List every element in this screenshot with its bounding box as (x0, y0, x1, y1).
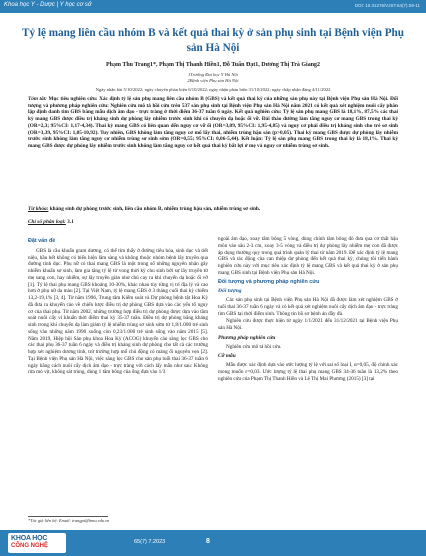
classification-label: Chỉ số phân loại: (28, 219, 66, 225)
corresponding-author-footnote: *Tác giả liên hệ: Email: trangpt@hmu.edu.vn (28, 518, 110, 523)
submission-dates: Ngày nhận bài 5/10/2022; ngày chuyển phản biện 6/10/2022; ngày nhận phản biện 31/10/2022; ngày chấp nhận đăng 4/11/2022 (95, 87, 331, 92)
footnote-divider (28, 516, 108, 517)
article-title: Tỷ lệ mang liên cầu nhóm B và kết quả thai kỳ ở sản phụ sinh tại Bệnh viện Phụ sản Hà Nội (21, 27, 404, 54)
classification-value: 3.1 (65, 219, 74, 225)
doi-label: DOI: 10.31276/VJST.64(7).08-11 (354, 3, 420, 8)
affiliation-1: 1Trường Đại học Y Hà Nội (187, 72, 238, 77)
sample-size-paragraph: Mẫu được xác định dựa vào ước lượng tỷ lệ với sai số loại I, α=0,05, độ chính xác mong muốn ε=0,03. Ước lượng tỷ lệ thai phụ mang GBS 34-36 tuần là 13,2% theo nghiên cứu của Phạm Thị Thanh Hiền và Lê Thị Mai Phương (2015) [3] tại (218, 362, 398, 382)
journal-footer-bar (0, 530, 426, 556)
methods-heading: Đối tượng và phương pháp nghiên cứu (218, 278, 320, 285)
abstract (28, 96, 398, 150)
logo-text-top: KHOA HỌC (11, 535, 48, 542)
journal-header-bar (0, 0, 426, 13)
page-number: 8 (206, 538, 210, 545)
study-design-paragraph: Nghiên cứu mô tả hồi cứu. (226, 343, 282, 350)
journal-logo (8, 533, 66, 553)
right-column (218, 236, 398, 383)
issue-label: 65(7) 7.2023 (134, 539, 166, 545)
author-list: Phạm Thu Trang1*, Phạm Thị Thanh Hiền1, Đỗ Tuấn Đạt1, Dương Thị Trà Giang2 (105, 62, 321, 68)
abstract-label: Tóm tắt: (28, 96, 47, 102)
logo-text-bottom: CÔNG NGHỆ (11, 543, 49, 549)
keywords-label: Từ khóa: (28, 206, 49, 212)
affiliation-2: 2Bệnh viện Phụ sản Hà Nội (187, 78, 239, 83)
methods-subheading: Phương pháp nghiên cứu (218, 334, 276, 341)
left-column (28, 236, 208, 377)
subjects-subheading: Đối tượng (218, 288, 242, 295)
introduction-heading: Đặt vấn đề (28, 238, 56, 244)
study-period-paragraph: Nghiên cứu được thực hiện từ ngày 1/1/2021 đến 31/12/2021 tại Bệnh viện Phụ sản Hà Nội. (218, 318, 398, 331)
abstract-text: Mục tiêu nghiên cứu: Xác định tỷ lệ sản phụ mang liên cầu nhóm B (GBS) và kết quả thai kỳ của những sản phụ này tại Bệnh viện Phụ sản Hà Nội. Đối tượng và phương pháp nghiên cứu: Nghiên cứu mô tả hồi cứu trên 537 sản phụ sinh tại Bệnh viện Phụ sản Hà Nội năm 2021 có kết quả xét nghiệm nuôi cấy phân lập định danh tìm GBS bằng mẫu dịch âm đạo - trực tràng ở thời điểm 36-37 tuần 6 ngày. Kết quả nghiên cứu: Tỷ lệ sản phụ mang GBS là 18,1%, 87,5% các thai kỳ mang GBS được điều trị kháng sinh dự phòng lây nhiễm trước sinh khi có chuyển dạ hoặc ối vỡ. Đái tháo đường làm tăng nguy cơ mang GBS trong thai kỳ (OR=2,3; 95%CI: 1,17-4,34). Thai kỳ mang GBS có liên quan đến nguy cơ vỡ ối (OR=3,09, 95%CI: 1,95-4,85) và nguy cơ phải điều trị kháng sinh cho trẻ sơ sinh (OR=3,39, 95%CI: 1,05-10,92). Tuy nhiên, GBS không làm tăng nguy cơ mổ lấy thai, nhiễm trùng hậu sản (p>0,05). Thai kỳ mang GBS được dự phòng lây nhiễm trước sinh không làm tăng nguy cơ nhiễm trùng sơ sinh sớm (OR=0,55; 95%CI: 0,06-5,44). Kết luận: Tỷ lệ sản phụ mang GBS trong thai kỳ là 18,1%. Thai kỳ mang GBS được dự phòng lây nhiễm trước sinh không làm tăng nguy cơ kết quả thai kỳ bất lợi ở mẹ và nguy cơ nhiễm trùng sơ sinh. (28, 96, 399, 149)
introduction-continued: ngoài âm đạo, xoay tăm bông 5 vòng, dùng chính tăm bông đó đưa qua cơ thắt hậu môn vào sâu 2-3 cm, xoay 3-5 vòng và điều trị dự phòng lây nhiễm mẹ con đã được áp dụng thường quy trong quá trình quản lý thai từ năm 2019. Để xác định tỷ lệ mang GBS và tác động của can thiệp dự phòng đến kết quả thai kỳ, chúng tôi tiến hành nghiên cứu này với mục tiêu xác định tỷ lệ mang GBS và kết quả thai kỳ ở sản phụ mang GBS sinh tại Bệnh viện Phụ sản Hà Nội. (218, 236, 398, 276)
keywords-text: kháng sinh dự phòng trước sinh, liên cầu nhóm B, nhiễm trùng hậu sản, nhiễm trùng sơ sinh. (48, 206, 261, 212)
introduction-paragraph: GBS là cầu khuẩn gram dương, có thể tìm thấy ở đường tiêu hóa, sinh dục và tiết niệu, hầu hết không có biểu hiện lâm sàng và không thuộc nhóm bệnh lây truyền qua đường tình dục. Phụ nữ có thai mang GBS là một trong số những nguyên nhân gây nhiễm khuẩn sơ sinh, làm gia tăng tỷ lệ tử vong thời kỳ chu sinh bởi sự lây truyền từ mẹ sang con, hay nhiễm, sự lây truyền gián như chủ cay ra khi chuyển dạ hoặc ối vỡ [1]. Tỷ lệ thai phụ mang GBS khoảng 10-30%, khác nhau tùy từng vị trí địa lý và cao hơn ở phụ nữ da màu [2]. Tại Việt Nam, tỷ lệ mang GBS ở 3 tháng cuối thai kỳ chiếm 13,2-19,1% [3, 4]. Từ năm 1996, Trung tâm Kiểm soát và Dự phòng bệnh tật Hoa Kỳ đã đưa ra khuyến cáo về chiến lược điều trị dự phòng GBS dựa vào các yếu tố nguy cơ của thai phụ. Từ năm 2002, những trường hợp điều trị dự phòng được dựa vào tầm soát nuôi cấy vi khuẩn thời điểm thai kỳ 35-37 tuần. Điều trị dự phòng bằng kháng sinh trong khi chuyển dạ làm giảm tỷ lệ nhiễm trùng sơ sinh sớm từ 1,8/1.000 trẻ sinh sống vào những năm 1990 xuống còn 0,23/1.000 trẻ sinh sống vào năm 2015 [5]. Năm 2019, Hiệp hội Sản phụ khoa Hoa Kỳ (ACOG) khuyến cáo sàng lọc GBS cho các thai phụ 36-37 tuần 6 ngày và điều trị kháng sinh dự phòng cho tất cả các trường hợp xét nghiệm dương tính, trừ trường hợp mổ chủ động có màng ối nguyên vẹn [2]. Tại Bệnh viện Phụ sản Hà Nội, việc sàng lọc GBS cho sản phụ tuổi thai 36-37 tuần 6 ngày bằng cách nuôi cấy dịch âm đạo - trực tràng với cách lấy mẫu như sau: Không rửa mỏ vịt, không sát trùng, dùng 1 tăm bông của ống đựa vào 1/3 (28, 247, 208, 376)
keywords (28, 206, 398, 213)
sample-size-subheading: Cỡ mẫu (218, 353, 236, 360)
classification (28, 219, 398, 225)
subjects-paragraph: Các sản phụ sinh tại Bệnh viện Phụ sản Hà Nội đã được làm xét nghiệm GBS ở tuổi thai 36-37 tuần 6 ngày và có kết quả xét nghiệm nuôi cấy dịch âm đạo - trực tràng tìm GBS tại thời điểm sinh. Thông tin hồ sơ bệnh án đầy đủ. (218, 297, 398, 317)
journal-section-label: Khoa học Y - Dược | Y học cơ sở (4, 2, 92, 8)
